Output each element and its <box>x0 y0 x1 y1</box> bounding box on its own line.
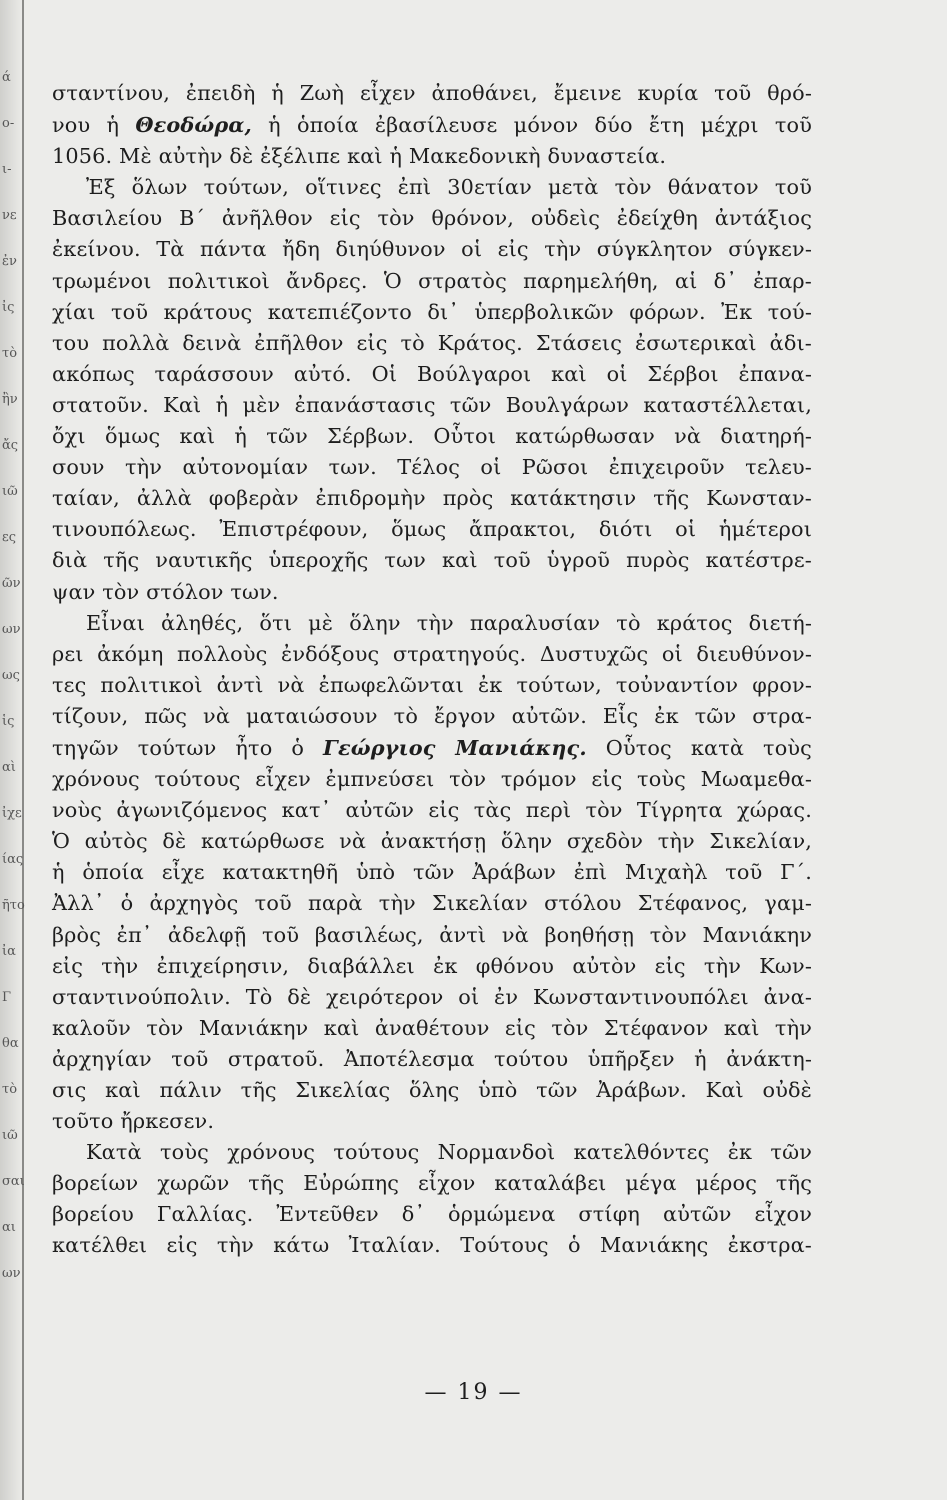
text-run: νοὺς ἀγωνιζόμενος κατ᾿ αὐτῶν εἰς τὰς περὶ τὸν Τίγρητα χώρας. <box>52 798 812 823</box>
text-line <box>52 1230 812 1261</box>
text-run: του πολλὰ δεινὰ ἐπῆλθον εἰς τὸ Κράτος. Στάσεις ἐσωτερικαὶ ἀδι- <box>52 330 812 355</box>
text-run: διὰ τῆς ναυτικῆς ὑπεροχῆς των καὶ τοῦ ὑγροῦ πυρὸς κατέστρε- <box>52 548 812 573</box>
text-run: σταντίνου, ἐπειδὴ ἡ Ζωὴ εἶχεν ἀποθάνει, ἔμεινε κυρία τοῦ θρό- <box>52 81 812 105</box>
bleed-mark: ῆτο <box>2 898 25 913</box>
text-line <box>52 297 812 328</box>
text-line <box>52 982 812 1013</box>
text-line <box>52 888 812 919</box>
text-line <box>52 920 812 951</box>
page-body <box>52 78 812 1262</box>
text-line <box>52 359 812 390</box>
bleed-mark: ά <box>2 70 11 85</box>
bleed-mark: ιῶ <box>2 484 18 499</box>
text-run: ρει ἀκόμη πολλοὺς ἐνδόξους στρατηγούς. Δυστυχῶς οἱ διευθύνον- <box>52 641 812 666</box>
text-line <box>52 1106 812 1137</box>
text-run: τινουπόλεως. Ἐπιστρέφουν, ὅμως ἄπρακτοι, διότι οἱ ἡμέτεροι <box>52 517 812 542</box>
bleed-mark: ῶν <box>2 576 21 591</box>
text-run: Ἐξ ὅλων τούτων, οἵτινες ἐπὶ 30ετίαν μετὰ τὸν θάνατον τοῦ <box>86 175 812 200</box>
text-line <box>52 701 812 732</box>
text-run: σις καὶ πάλιν τῆς Σικελίας ὅλης ὑπὸ τῶν Ἀράβων. Καὶ οὐδὲ <box>52 1078 812 1102</box>
text-run: σουν τὴν αὐτονομίαν των. Τέλος οἱ Ρῶσοι ἐπιχειροῦν τελευ- <box>52 455 812 480</box>
text-line <box>52 545 812 576</box>
text-line <box>52 795 812 826</box>
text-run: καλοῦν τὸν Μανιάκην καὶ ἀναθέτουν εἰς τὸν Στέφανον καὶ τὴν <box>52 1015 812 1040</box>
text-run: νου ἡ <box>52 113 136 138</box>
bleed-mark: θα <box>2 1036 19 1051</box>
bleed-mark: ἢν <box>2 392 18 407</box>
text-line <box>52 141 812 172</box>
bleed-mark: ἄς <box>2 438 19 453</box>
text-line <box>52 234 812 265</box>
text-line <box>52 577 812 608</box>
text-run: Βασιλείου Β΄ ἀνῆλθον εἰς τὸν θρόνον, οὐδεὶς ἐδείχθη ἀντάξιος <box>52 206 812 231</box>
bleed-mark: ων <box>2 622 21 637</box>
bleed-mark: ἐν <box>2 254 17 269</box>
bleed-mark: ίας <box>2 852 24 867</box>
text-line <box>52 328 812 359</box>
text-line <box>52 732 812 764</box>
bleed-mark: αι <box>2 1220 16 1235</box>
text-line <box>52 670 812 701</box>
text-line <box>52 764 812 795</box>
text-run: χρόνους τούτους εἶχεν ἐμπνεύσει τὸν τρόμον εἰς τοὺς Μωαμεθα- <box>52 767 812 792</box>
text-run: χίαι τοῦ κράτους κατεπιέζοντο δι᾿ ὑπερβολικῶν φόρων. Ἐκ τού- <box>52 299 812 324</box>
bleed-mark: ως <box>2 668 20 683</box>
text-line <box>52 483 812 514</box>
text-line <box>52 172 812 203</box>
text-line <box>52 203 812 234</box>
bleed-mark: ἰχε <box>2 806 22 821</box>
text-run: Ὁ αὐτὸς δὲ κατώρθωσε νὰ ἀνακτήσῃ ὅλην σχεδὸν τὴν Σικελίαν, <box>52 829 812 854</box>
bleed-mark: Γ <box>2 990 12 1005</box>
bleed-mark: ιῶ <box>2 1128 18 1143</box>
text-run: Κατὰ τοὺς χρόνους τούτους Νορμανδοὶ κατελθόντες ἐκ τῶν <box>86 1140 812 1165</box>
text-run: ακόπως ταράσσουν αὐτό. Οἱ Βούλγαροι καὶ οἱ Σέρβοι ἐπανα- <box>52 361 812 386</box>
bleed-mark: ἰα <box>2 944 16 959</box>
bleed-mark: ἰς <box>2 300 15 315</box>
bleed-mark: ι- <box>2 162 12 177</box>
text-line <box>52 390 812 421</box>
text-run: τίζουν, πῶς νὰ ματαιώσουν τὸ ἔργον αὐτῶν. Εἷς ἐκ τῶν στρα- <box>52 703 812 728</box>
bleed-mark: αὶ <box>2 760 16 775</box>
text-line <box>52 857 812 888</box>
text-run: Ἀλλ᾿ ὁ ἀρχηγὸς τοῦ παρὰ τὴν Σικελίαν στόλου Στέφανος, γαμ- <box>52 891 812 916</box>
text-line <box>52 951 812 982</box>
text-run: ἡ ὁποία εἶχε κατακτηθῆ ὑπὸ τῶν Ἀράβων ἐπὶ Μιχαὴλ τοῦ Γ΄. <box>52 860 812 885</box>
text-run: εἰς τὴν ἐπιχείρησιν, διαβάλλει ἐκ φθόνου αὐτὸν εἰς τὴν Κων- <box>52 953 812 978</box>
text-run: στατοῦν. Καὶ ἡ μὲν ἐπανάστασις τῶν Βουλγάρων καταστέλλεται, <box>52 392 812 417</box>
bleed-mark: ἱς <box>2 714 15 729</box>
text-run: ὄχι ὅμως καὶ ἡ τῶν Σέρβων. Οὗτοι κατώρθωσαν νὰ διατηρή- <box>52 424 812 449</box>
text-run: ἀρχηγίαν τοῦ στρατοῦ. Ἀποτέλεσμα τούτου ὑπῆρξεν ἡ ἀνάκτη- <box>52 1046 812 1071</box>
text-line <box>52 826 812 857</box>
text-run: ἐκείνου. Τὰ πάντα ἤδη διηύθυνον οἱ εἰς τὴν σύγκλητον σύγκεν- <box>52 237 812 262</box>
emphasized-name: Γεώργιος Μανιάκης. <box>323 734 587 760</box>
emphasized-name: Θεοδώρα, <box>135 112 252 138</box>
text-line <box>52 1199 812 1230</box>
text-line <box>52 109 812 141</box>
text-line <box>52 452 812 483</box>
text-run: βρὸς ἐπ᾿ ἀδελφῇ τοῦ βασιλέως, ἀντὶ νὰ βοηθήσῃ τὸν Μανιάκην <box>52 922 812 947</box>
page-number: — 19 — <box>424 1380 523 1405</box>
text-line <box>52 514 812 545</box>
text-run: κατέλθει εἰς τὴν κάτω Ἰταλίαν. Τούτους ὁ Μανιάκης ἐκστρα- <box>52 1233 812 1258</box>
text-line <box>52 1137 812 1168</box>
text-line <box>52 1013 812 1044</box>
bleed-mark: τὸ <box>2 346 18 361</box>
bleed-mark: σαι <box>2 1174 25 1189</box>
text-run: βορείου Γαλλίας. Ἐντεῦθεν δ᾿ ὁρμώμενα στίφη αὐτῶν εἶχον <box>52 1202 812 1227</box>
text-line <box>52 1168 812 1199</box>
text-run: τες πολιτικοὶ ἀντὶ νὰ ἐπωφελῶνται ἐκ τούτων, τοὐναντίον φρον- <box>52 672 812 697</box>
bleed-mark: τὸ <box>2 1082 18 1097</box>
text-line <box>52 78 812 109</box>
text-run: ταίαν, ἀλλὰ φοβερὰν ἐπιδρομὴν πρὸς κατάκτησιν τῆς Κωνσταν- <box>52 486 812 511</box>
text-run: Εἶναι ἀληθές, ὅτι μὲ ὅλην τὴν παραλυσίαν τὸ κράτος διετή- <box>86 610 812 635</box>
text-line <box>52 639 812 670</box>
bleed-mark: ες <box>2 530 17 545</box>
bleed-mark: ων <box>2 1266 21 1281</box>
text-run: τοῦτο ἤρκεσεν. <box>52 1109 215 1134</box>
binding-shadow-line <box>22 0 24 1500</box>
text-line <box>52 421 812 452</box>
bleed-mark: ο- <box>2 116 15 131</box>
text-run: βορείων χωρῶν τῆς Εὐρώπης εἶχον καταλάβει μέγα μέρος τῆς <box>52 1171 812 1196</box>
text-run: Οὗτος κατὰ τοὺς <box>586 735 812 760</box>
text-line <box>52 266 812 297</box>
text-line <box>52 608 812 639</box>
bleed-mark: νε <box>2 208 17 223</box>
text-run: ἡ ὁποία ἐβασίλευσε μόνον δύο ἔτη μέχρι τοῦ <box>251 113 812 138</box>
text-line <box>52 1075 812 1106</box>
text-run: τρωμένοι πολιτικοὶ ἄνδρες. Ὁ στρατὸς παρημελήθη, αἱ δ᾿ ἐπαρ- <box>52 268 812 293</box>
text-line <box>52 1044 812 1075</box>
text-run: 1056. Μὲ αὐτὴν δὲ ἐξέλιπε καὶ ἡ Μακεδονικὴ δυναστεία. <box>52 144 667 169</box>
text-run: σταντινούπολιν. Τὸ δὲ χειρότερον οἱ ἐν Κωνσταντινουπόλει ἀνα- <box>52 984 812 1009</box>
text-run: ψαν τὸν στόλον των. <box>52 579 279 604</box>
text-run: τηγῶν τούτων ἦτο ὁ <box>52 735 324 760</box>
